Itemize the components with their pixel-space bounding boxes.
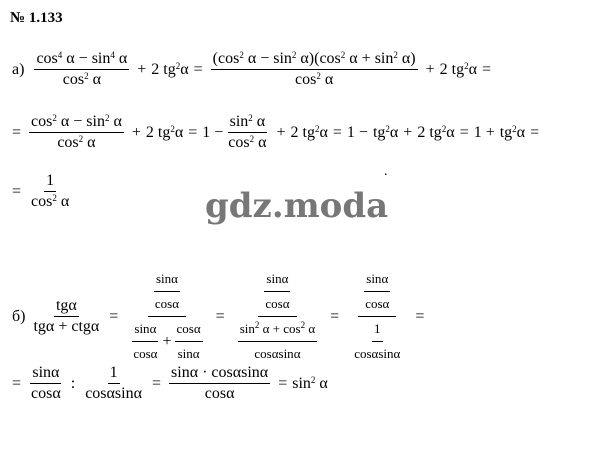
- problem-number: № 1.133: [10, 10, 63, 26]
- part-b-label: б): [12, 307, 26, 325]
- fraction-tg-over-tg-plus-ctg: $\frac{\text{tgα}}{\text{tgα + ctgα}}$: [33, 297, 100, 335]
- compound-fraction-3: $\frac{\frac{\sin\alpha}{\cos\alpha}}{\frac{1}{\cos\alpha\sin\alpha}}$: [354, 271, 401, 361]
- fraction-product: $\frac{\sin\alpha \cdot \cos\alpha\sin\alpha}{\cos\alpha}$: [171, 364, 269, 402]
- compound-fraction-1: $\frac{\sin\alpha}{\cos\alpha}$ $\frac{\sin\alpha}{\cos\alpha}$ + $\frac{\cos\alpha}{\sin\alpha}$: [133, 271, 201, 361]
- line-b-1: б) $\frac{\text{tgα}}{\text{tgα + ctgα}}$ = $\frac{\sin\alpha}{\cos\alpha}$ $\frac{\sin\alpha}{\cos\alpha}$ + $\frac{\cos\alpha}{\sin\alpha}$ = $\frac{\frac{\sin\alpha}{\cos\alpha}}{\frac{\sin^2 \alpha + \cos^2 \alpha}{\cos\alpha\sin\alpha}}$ = $\frac{\frac{\sin\alpha}{\cos\alpha}}{\frac{1}{\cos\alpha\sin\alpha}}$ =: [12, 271, 425, 361]
- line-a-3: = $\frac{1}{\cos^2 \alpha}$: [12, 172, 70, 210]
- fraction-cos2-minus-sin2: $\frac{\cos^2 \alpha - \sin^2 \alpha}{\cos^2 \alpha}$: [31, 113, 122, 151]
- line-b-2: = $\frac{\sin\alpha}{\cos\alpha}$ : $\frac{1}{\cos\alpha\sin\alpha}$ = $\frac{\sin\alpha \cdot \cos\alpha\sin\alpha}{\cos\alpha}$ = $\sin^2 \alpha$: [12, 364, 328, 402]
- part-a-label: а): [12, 60, 25, 78]
- fraction-sin2-over-cos2: $\frac{\sin^2 \alpha}{\cos^2 \alpha}$: [228, 113, 267, 151]
- line-a-1: а) $\frac{\cos^4 \alpha - \sin^4 \alpha}{\cos^2 \alpha}$ + 2 $tg^2\alpha$ = $\frac{(\cos^2 \alpha - \sin^2 \alpha)(\cos^2 \alpha + \sin^2 \alpha)}{\cos^2 \alpha}$ + 2 $tg^2\alpha$ =: [12, 50, 491, 88]
- two-tg2-alpha: 2 $tg^2\alpha$: [151, 60, 189, 78]
- compound-fraction-2: $\frac{\frac{\sin\alpha}{\cos\alpha}}{\frac{\sin^2 \alpha + \cos^2 \alpha}{\cos\alpha\sin\alpha}}$: [239, 271, 316, 361]
- watermark: gdz.moda: [205, 186, 389, 226]
- result-sin2: $\sin^2 \alpha$: [292, 374, 328, 392]
- fraction-cos4-minus-sin4: $\frac{\cos^4 \alpha - \sin^4 \alpha}{\cos^2 \alpha}$: [36, 50, 128, 88]
- fraction-one-over-cos2: $\frac{1}{\cos^2 \alpha}$: [31, 172, 70, 210]
- fraction-factored: $\frac{(\cos^2 \alpha - \sin^2 \alpha)(\cos^2 \alpha + \sin^2 \alpha)}{\cos^2 \alpha}$: [212, 50, 416, 88]
- fraction-one-over-cos-sin: $\frac{1}{\cos\alpha\sin\alpha}$: [85, 364, 142, 402]
- fraction-sin-over-cos: $\frac{\sin\alpha}{\cos\alpha}$: [31, 364, 61, 402]
- line-a-2: = $\frac{\cos^2 \alpha - \sin^2 \alpha}{\cos^2 \alpha}$ + 2 $tg^2\alpha$ = 1 − $\frac{\sin^2 \alpha}{\cos^2 \alpha}$ + 2 $tg^2\alpha$ = 1 − $tg^2\alpha$ + 2 $tg^2\alpha$ = 1 + $tg^2\alpha$ =: [12, 113, 540, 151]
- stray-dot: .: [384, 164, 388, 179]
